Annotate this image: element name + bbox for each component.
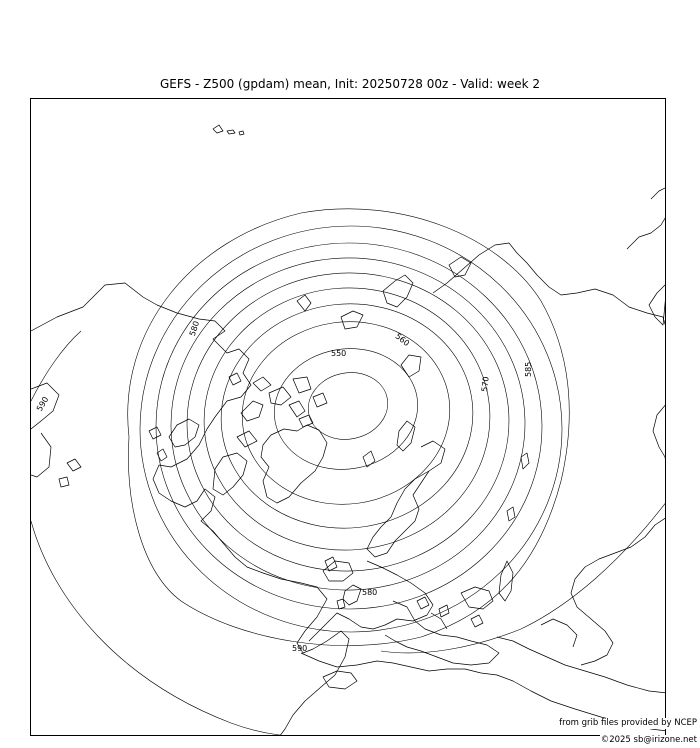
coastlines — [31, 125, 666, 736]
coastline-europe — [309, 561, 433, 641]
label-560: 560 — [393, 331, 412, 349]
coastline-middle-east — [497, 619, 666, 693]
z500-contours — [31, 209, 666, 736]
map-canvas — [31, 99, 666, 736]
coastline-hudson-bay — [169, 419, 199, 447]
coastline-north-america — [31, 283, 349, 736]
coastline-cuba — [323, 671, 357, 689]
credit-copyright: ©2025 sb@irizone.net — [600, 735, 697, 745]
label-590-left: 590 — [34, 395, 51, 413]
coastline-scandinavia — [367, 441, 445, 557]
contour-585 — [128, 209, 570, 646]
contour-575 — [156, 243, 542, 609]
map-title: GEFS - Z500 (gpdam) mean, Init: 20250728 00z - Valid: week 2 — [159, 77, 541, 91]
contour-550 — [230, 308, 461, 517]
label-585: 585 — [524, 361, 533, 377]
coastline-uk — [337, 585, 361, 609]
coastline-japan-kamchatka — [627, 187, 666, 325]
coastline-mediterranean — [385, 601, 499, 665]
credit-source: from grib files provided by NCEP — [559, 718, 697, 728]
label-580-left: 580 — [187, 319, 202, 338]
contour-560 — [193, 276, 501, 562]
coastline-asia — [433, 243, 666, 665]
contour-530 — [302, 365, 394, 446]
contour-labels — [35, 320, 533, 653]
coastline-alaska — [31, 383, 81, 487]
coastline-novaya-zemlya — [363, 421, 415, 467]
label-590-bottom: 590 — [292, 644, 308, 653]
contour-590 — [31, 331, 666, 736]
label-570: 570 — [480, 376, 491, 393]
coastline-greenland — [261, 425, 327, 503]
contour-565 — [179, 265, 516, 579]
label-580-bottom: 580 — [362, 588, 378, 597]
coastline-small-islands — [149, 125, 529, 627]
coastline-siberia-north — [341, 257, 471, 377]
coastline-arctic-archipelago — [237, 377, 327, 447]
contour-540 — [265, 337, 428, 480]
label-550: 550 — [331, 349, 347, 358]
coastline-black-caspian — [461, 561, 513, 609]
map-frame — [30, 98, 666, 736]
